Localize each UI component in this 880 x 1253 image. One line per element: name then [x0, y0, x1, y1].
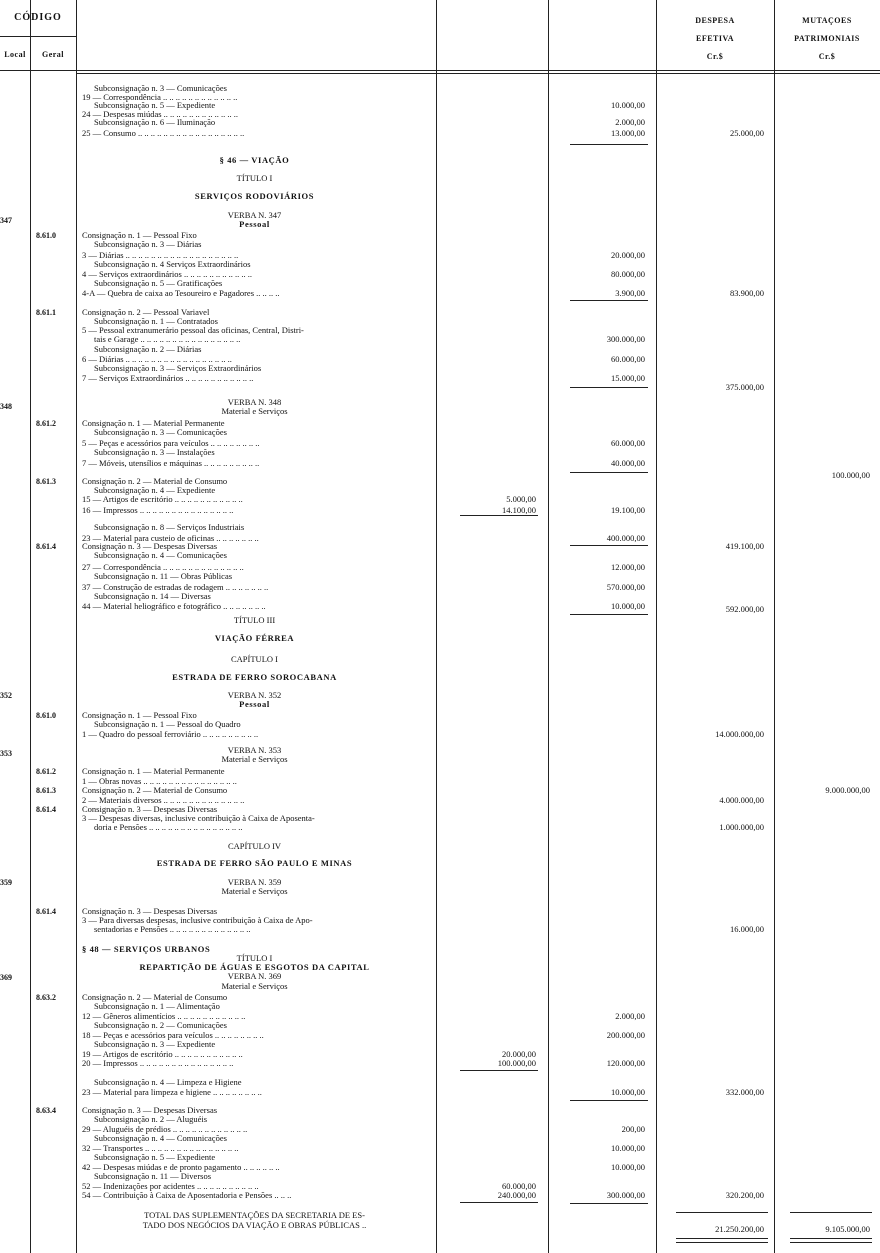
description-cell: 16 — Impressos .. .. .. .. .. .. .. .. .. .. .. .. .. .. .. [82, 505, 234, 515]
description-cell: 4-A — Quebra de caixa ao Tesoureiro e Pagadores .. .. .. .. [82, 288, 280, 298]
description-cell: Consignação n. 2 — Material de Consumo [82, 785, 228, 795]
despesa-efetiva-cell: 21.250.200,00 [715, 1224, 764, 1234]
codigo-geral-cell: 8.61.2 [36, 767, 56, 776]
header-efetiva: EFETIVA [695, 34, 735, 43]
amount-cell-1: 20.000,00 [502, 1049, 536, 1059]
despesa-efetiva-cell: 592.000,00 [725, 604, 764, 614]
description-cell: 32 — Transportes .. .. .. .. .. .. .. .. .. .. .. .. .. .. .. [82, 1143, 239, 1153]
description-cell: 18 — Peças e acessórios para veículos .. .. .. .. .. .. .. .. [82, 1030, 264, 1040]
amount-cell-2: 19.100,00 [611, 505, 645, 515]
header-codigo: CÓDIGO [14, 12, 62, 23]
table-row [0, 729, 880, 740]
sum-rule [570, 614, 648, 615]
description-cell: 4 — Serviços extraordinários .. .. .. .. .. .. .. .. .. .. .. [82, 269, 252, 279]
description-cell: TÍTULO I [236, 173, 273, 183]
description-cell: 37 — Construção de estradas de rodagem .. .. .. .. .. .. .. [82, 582, 269, 592]
description-cell: 23 — Material para limpeza e higiene .. .. .. .. .. .. .. .. [82, 1087, 262, 1097]
description-cell: Material e Serviços [221, 886, 288, 896]
description-cell: VERBA N. 352 [227, 690, 282, 700]
description-cell: Subconsignação n. 5 — Expediente [94, 1152, 216, 1162]
codigo-geral-cell: 8.61.4 [36, 907, 56, 916]
description-cell: TÍTULO III [233, 615, 276, 625]
description-cell: Material e Serviços [221, 406, 288, 416]
amount-cell-2: 60.000,00 [611, 354, 645, 364]
description-cell: Subconsignação n. 3 — Serviços Extraordinários [94, 363, 262, 373]
table-row [0, 858, 880, 869]
description-cell: 52 — Indenizações por acidentes .. .. .. .. .. .. .. .. .. .. [82, 1181, 259, 1191]
codigo-geral-cell: 8.61.0 [36, 711, 56, 720]
description-cell: TÍTULO I [236, 953, 273, 963]
description-cell: REPARTIÇÃO DE ÁGUAS E ESGOTOS DA CAPITAL [139, 962, 370, 972]
description-cell: Consignação n. 2 — Material de Consumo [82, 992, 228, 1002]
mutacoes-patrimoniais-cell: 100.000,00 [831, 470, 870, 480]
table-row [0, 128, 880, 139]
description-cell: 25 — Consumo .. .. .. .. .. .. .. .. .. .. .. .. .. .. .. .. .. [82, 128, 245, 138]
table-row [0, 173, 880, 184]
table-row [0, 981, 880, 992]
table-row [0, 447, 880, 458]
table-row [0, 494, 880, 505]
description-cell: Consignação n. 3 — Despesas Diversas [82, 804, 218, 814]
table-row [0, 550, 880, 561]
amount-cell-2: 400.000,00 [606, 533, 645, 543]
despesa-efetiva-cell: 320.200,00 [725, 1190, 764, 1200]
description-cell: Subconsignação n. 3 — Comunicações [94, 83, 227, 93]
total-double-rule [790, 1238, 872, 1239]
sum-rule [460, 515, 538, 516]
description-cell: Material e Serviços [221, 754, 288, 764]
header-rule-bottom-2 [76, 73, 880, 74]
table-row [0, 406, 880, 417]
description-cell: Subconsignação n. 4 — Comunicações [94, 550, 227, 560]
amount-cell-2: 200,00 [621, 1124, 645, 1134]
amount-cell-2: 2.000,00 [615, 1011, 645, 1021]
codigo-geral-cell: 8.61.3 [36, 786, 56, 795]
sum-rule [570, 1100, 648, 1101]
despesa-efetiva-cell: 25.000,00 [730, 128, 764, 138]
description-cell: Consignação n. 1 — Material Permanente [82, 418, 225, 428]
description-cell: § 46 — VIAÇÃO [219, 155, 290, 165]
description-cell: Subconsignação n. 3 — Diárias [94, 239, 202, 249]
header-geral: Geral [41, 50, 65, 59]
table-row [0, 1224, 880, 1235]
amount-cell-2: 10.000,00 [611, 1143, 645, 1153]
table-row [0, 841, 880, 852]
total-rule [676, 1212, 768, 1213]
table-row [0, 633, 880, 644]
amount-cell-2: 20.000,00 [611, 250, 645, 260]
table-row [0, 155, 880, 166]
description-cell: 3 — Despesas diversas, inclusive contribuição à Caixa de Aposenta- [82, 813, 315, 823]
table-row [0, 604, 880, 615]
header-mutacoes: MUTAÇOES [802, 16, 852, 25]
amount-cell-1: 5.000,00 [506, 494, 536, 504]
description-cell: Consignação n. 3 — Despesas Diversas [82, 906, 218, 916]
table-row [0, 571, 880, 582]
header-rule-codigo [0, 36, 76, 37]
codigo-geral-cell: 8.61.4 [36, 805, 56, 814]
table-row [0, 522, 880, 533]
description-cell: Consignação n. 1 — Pessoal Fixo [82, 230, 197, 240]
description-cell: 42 — Despesas miúdas e de pronto pagamento .. .. .. .. .. .. [82, 1162, 280, 1172]
amount-cell-2: 40.000,00 [611, 458, 645, 468]
amount-cell-2: 60.000,00 [611, 438, 645, 448]
description-cell: 12 — Gêneros alimentícios .. .. .. .. .. .. .. .. .. .. .. [82, 1011, 246, 1021]
description-cell: TOTAL DAS SUPLEMENTAÇÕES DA SECRETARIA DE ES- [144, 1210, 365, 1220]
description-cell: Subconsignação n. 5 — Gratificações [94, 278, 223, 288]
codigo-geral-cell: 8.63.2 [36, 993, 56, 1002]
header-patrimoniais: PATRIMONIAIS [794, 34, 860, 43]
description-cell: Pessoal [239, 699, 270, 709]
description-cell: VERBA N. 359 [227, 877, 282, 887]
amount-cell-2: 13.000,00 [611, 128, 645, 138]
description-cell: 44 — Material heliográfico e fotográfico .. .. .. .. .. .. .. [82, 601, 266, 611]
header-local: Local [4, 50, 26, 59]
mutacoes-patrimoniais-cell: 9.000.000,00 [825, 785, 870, 795]
despesa-efetiva-cell: 1.000.000,00 [719, 822, 764, 832]
table-row [0, 505, 880, 516]
sum-rule [570, 545, 648, 546]
description-cell: 5 — Peças e acessórios para veículos .. .. .. .. .. .. .. .. [82, 438, 260, 448]
codigo-geral-cell: 8.61.2 [36, 419, 56, 428]
description-cell: 19 — Artigos de escritório .. .. .. .. .. .. .. .. .. .. .. [82, 1049, 243, 1059]
description-cell: 19 — Correspondência .. .. .. .. .. .. .. .. .. .. .. .. [82, 92, 238, 102]
table-row [0, 1087, 880, 1098]
description-cell: CAPÍTULO IV [227, 841, 282, 851]
description-cell: Subconsignação n. 8 — Serviços Industriais [94, 522, 245, 532]
codigo-geral-cell: 8.61.1 [36, 308, 56, 317]
table-row [0, 382, 880, 393]
amount-cell-1: 240.000,00 [497, 1190, 536, 1200]
table-row [0, 924, 880, 935]
description-cell: ESTRADA DE FERRO SÃO PAULO E MINAS [156, 858, 353, 868]
header-mutacoes-unit: Cr.$ [818, 52, 836, 61]
description-cell: Consignação n. 2 — Pessoal Variavel [82, 307, 210, 317]
amount-cell-2: 200.000,00 [606, 1030, 645, 1040]
description-cell: TADO DOS NEGÓCIOS DA VIAÇÃO E OBRAS PÚBLICAS .. [142, 1220, 367, 1230]
description-cell: 3 — Para diversas despesas, inclusive contribuição à Caixa de Apo- [82, 915, 313, 925]
table-row [0, 458, 880, 469]
description-cell: sentadorias e Pensões .. .. .. .. .. .. .. .. .. .. .. .. .. [94, 924, 251, 934]
amount-cell-1: 60.000,00 [502, 1181, 536, 1191]
description-cell: 23 — Material para custeio de oficinas .. .. .. .. .. .. .. [82, 533, 259, 543]
description-cell: Subconsignação n. 4 Serviços Extraordinários [94, 259, 251, 269]
description-cell: Subconsignação n. 14 — Diversas [94, 591, 211, 601]
amount-cell-2: 2.000,00 [615, 117, 645, 127]
table-row [0, 239, 880, 250]
amount-cell-2: 12.000,00 [611, 562, 645, 572]
description-cell: 1 — Quadro do pessoal ferroviário .. .. .. .. .. .. .. .. .. [82, 729, 259, 739]
description-cell: ESTRADA DE FERRO SOROCABANA [172, 672, 337, 682]
total-double-rule [790, 1242, 872, 1243]
description-cell: 15 — Artigos de escritório .. .. .. .. .. .. .. .. .. .. .. [82, 494, 243, 504]
sum-rule [570, 387, 648, 388]
table-row [0, 672, 880, 683]
amount-cell-2: 3.900,00 [615, 288, 645, 298]
table-row [0, 288, 880, 299]
despesa-efetiva-cell: 375.000,00 [725, 382, 764, 392]
description-cell: CAPÍTULO I [231, 654, 278, 664]
header-rule-bottom [0, 70, 880, 71]
description-cell: Subconsignação n. 1 — Alimentação [94, 1001, 220, 1011]
description-cell: VERBA N. 347 [227, 210, 282, 220]
codigo-local-cell: 359 [0, 878, 12, 887]
description-cell: 20 — Impressos .. .. .. .. .. .. .. .. .. .. .. .. .. .. .. [82, 1058, 234, 1068]
description-cell: Subconsignação n. 11 — Diversos [94, 1171, 212, 1181]
description-cell: Subconsignação n. 11 — Obras Públicas [94, 571, 233, 581]
amount-cell-2: 10.000,00 [611, 100, 645, 110]
description-cell: doria e Pensões .. .. .. .. .. .. .. .. .. .. .. .. .. .. .. [94, 822, 243, 832]
description-cell: Subconsignação n. 4 — Expediente [94, 485, 216, 495]
table-row [0, 427, 880, 438]
description-cell: VERBA N. 369 [227, 971, 282, 981]
despesa-efetiva-cell: 332.000,00 [725, 1087, 764, 1097]
codigo-geral-cell: 8.63.4 [36, 1106, 56, 1115]
despesa-efetiva-cell: 4.000.000,00 [719, 795, 764, 805]
description-cell: VERBA N. 353 [227, 745, 282, 755]
description-cell: Subconsignação n. 4 — Comunicações [94, 1133, 227, 1143]
table-row [0, 1190, 880, 1201]
description-cell: § 48 — SERVIÇOS URBANOS [82, 944, 211, 954]
amount-cell-2: 570.000,00 [606, 582, 645, 592]
description-cell: Consignação n. 1 — Pessoal Fixo [82, 710, 197, 720]
sum-rule [460, 1202, 538, 1203]
codigo-local-cell: 347 [0, 216, 12, 225]
description-cell: Subconsignação n. 2 — Diárias [94, 344, 202, 354]
codigo-geral-cell: 8.61.3 [36, 477, 56, 486]
description-cell: Subconsignação n. 2 — Comunicações [94, 1020, 227, 1030]
sum-rule [570, 300, 648, 301]
amount-cell-1: 14.100,00 [502, 505, 536, 515]
description-cell: tais e Garage .. .. .. .. .. .. .. .. .. .. .. .. .. .. .. .. [94, 334, 241, 344]
description-cell: Consignação n. 1 — Material Permanente [82, 766, 225, 776]
description-cell: 1 — Obras novas .. .. .. .. .. .. .. .. .. .. .. .. .. .. .. [82, 776, 237, 786]
codigo-local-cell: 353 [0, 749, 12, 758]
table-row [0, 822, 880, 833]
codigo-geral-cell: 8.61.4 [36, 542, 56, 551]
description-cell: Subconsignação n. 6 — Iluminação [94, 117, 216, 127]
description-cell: 24 — Despesas miúdas .. .. .. .. .. .. .. .. .. .. .. .. [82, 109, 239, 119]
total-rule [790, 1212, 872, 1213]
description-cell: 29 — Aluguéis de prédios .. .. .. .. .. .. .. .. .. .. .. .. [82, 1124, 248, 1134]
amount-cell-2: 80.000,00 [611, 269, 645, 279]
table-row [0, 654, 880, 665]
table-row [0, 754, 880, 765]
description-cell: Subconsignação n. 3 — Comunicações [94, 427, 227, 437]
description-cell: Subconsignação n. 5 — Expediente [94, 100, 216, 110]
description-cell: VERBA N. 348 [227, 397, 282, 407]
despesa-efetiva-cell: 14.000.000,00 [715, 729, 764, 739]
codigo-geral-cell: 8.61.0 [36, 231, 56, 240]
description-cell: Consignação n. 3 — Despesas Diversas [82, 541, 218, 551]
sum-rule [460, 1070, 538, 1071]
header-despesa: DESPESA [695, 16, 735, 25]
total-double-rule [676, 1242, 768, 1243]
table-row [0, 1058, 880, 1069]
amount-cell-2: 120.000,00 [606, 1058, 645, 1068]
description-cell: SERVIÇOS RODOVIÁRIOS [194, 191, 315, 201]
amount-cell-2: 10.000,00 [611, 1087, 645, 1097]
amount-cell-2: 300.000,00 [606, 334, 645, 344]
table-row [0, 215, 880, 226]
description-cell: 54 — Contribuição à Caixa de Aposentadoria e Pensões .. .. .. [82, 1190, 292, 1200]
sum-rule [570, 472, 648, 473]
amount-cell-2: 10.000,00 [611, 1162, 645, 1172]
sum-rule [570, 144, 648, 145]
description-cell: VIAÇÃO FÉRREA [214, 633, 295, 643]
codigo-local-cell: 348 [0, 402, 12, 411]
codigo-local-cell: 352 [0, 691, 12, 700]
description-cell: 27 — Correspondência .. .. .. .. .. .. .. .. .. .. .. .. .. [82, 562, 244, 572]
description-cell: Subconsignação n. 3 — Instalações [94, 447, 215, 457]
table-row [0, 699, 880, 710]
description-cell: Subconsignação n. 3 — Expediente [94, 1039, 216, 1049]
header-despesa-unit: Cr.$ [706, 52, 724, 61]
despesa-efetiva-cell: 419.100,00 [725, 541, 764, 551]
table-row [0, 886, 880, 897]
amount-cell-2: 300.000,00 [606, 1190, 645, 1200]
description-cell: 3 — Diárias .. .. .. .. .. .. .. .. .. .. .. .. .. .. .. .. .. .. [82, 250, 239, 260]
description-cell: Subconsignação n. 1 — Pessoal do Quadro [94, 719, 241, 729]
description-cell: Subconsignação n. 4 — Limpeza e Higiene [94, 1077, 242, 1087]
description-cell: 7 — Móveis, utensílios e máquinas .. .. .. .. .. .. .. .. .. [82, 458, 260, 468]
description-cell: Subconsignação n. 1 — Contratados [94, 316, 218, 326]
codigo-local-cell: 369 [0, 973, 12, 982]
despesa-efetiva-cell: 83.900,00 [730, 288, 764, 298]
amount-cell-2: 15.000,00 [611, 373, 645, 383]
sum-rule [570, 1203, 648, 1204]
table-row [0, 615, 880, 626]
description-cell: 7 — Serviços Extraordinários .. .. .. .. .. .. .. .. .. .. .. [82, 373, 254, 383]
mutacoes-patrimoniais-cell: 9.105.000,00 [825, 1224, 870, 1234]
amount-cell-2: 10.000,00 [611, 601, 645, 611]
description-cell: Material e Serviços [221, 981, 288, 991]
total-double-rule [676, 1238, 768, 1239]
description-cell: Consignação n. 3 — Despesas Diversas [82, 1105, 218, 1115]
description-cell: 2 — Materiais diversos .. .. .. .. .. .. .. .. .. .. .. .. .. [82, 795, 245, 805]
table-row [0, 117, 880, 128]
table-row [0, 191, 880, 202]
description-cell: Consignação n. 2 — Material de Consumo [82, 476, 228, 486]
description-cell: Subconsignação n. 2 — Aluguéis [94, 1114, 208, 1124]
description-cell: Pessoal [239, 219, 270, 229]
despesa-efetiva-cell: 16.000,00 [730, 924, 764, 934]
description-cell: 6 — Diárias .. .. .. .. .. .. .. .. .. .. .. .. .. .. .. .. .. [82, 354, 232, 364]
description-cell: 5 — Pessoal extranumerário pessoal das oficinas, Central, Distri- [82, 325, 304, 335]
amount-cell-1: 100.000,00 [497, 1058, 536, 1068]
